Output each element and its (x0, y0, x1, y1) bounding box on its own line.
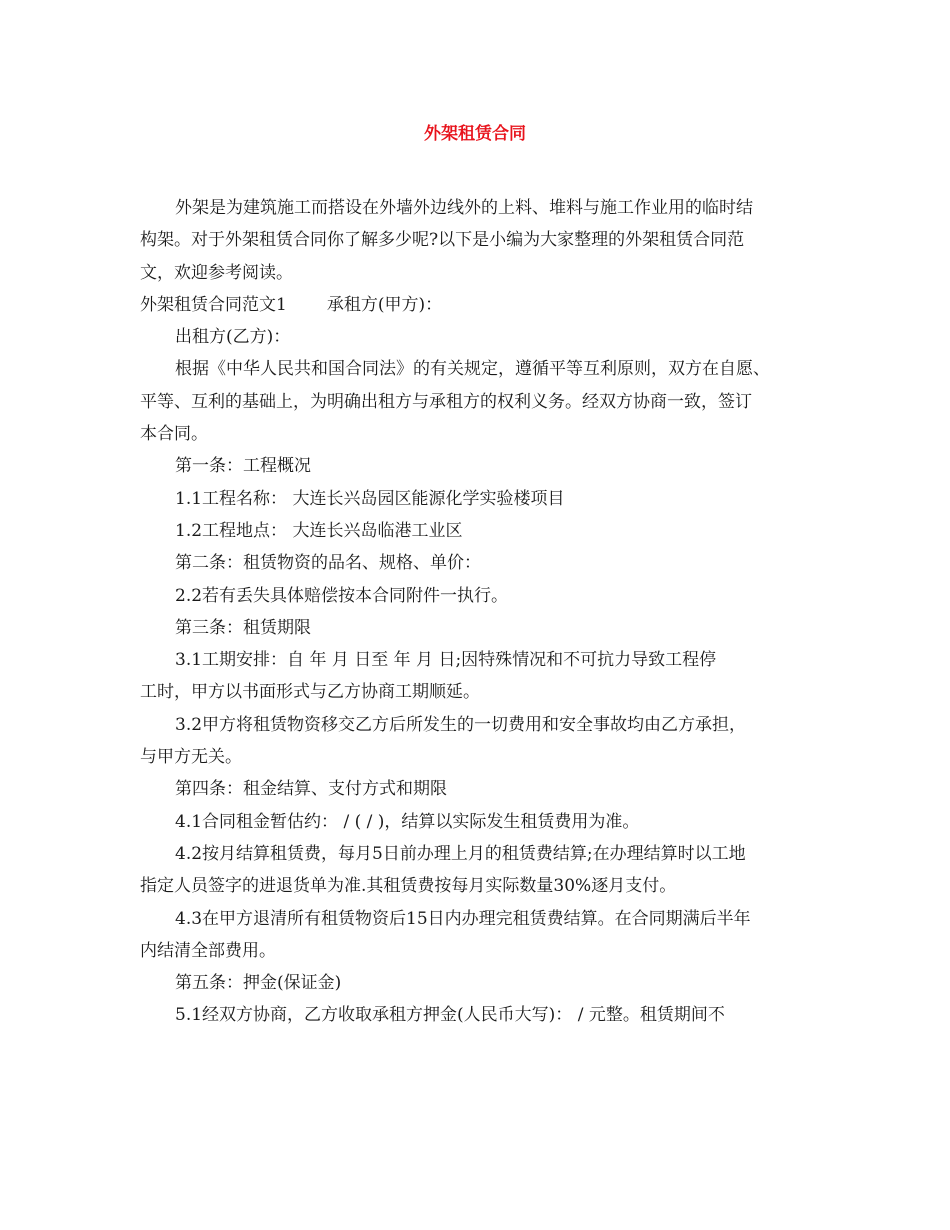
clause-line: 2.2若有丢失具体赔偿按本合同附件一执行。 (175, 585, 509, 606)
paragraph-line: 本合同。 (140, 424, 208, 445)
article-heading: 第五条：押金(保证金) (175, 973, 342, 994)
clause-line: 与甲方无关。 (140, 747, 242, 768)
clause-line: 4.1合同租金暂估约： / ( / )，结算以实际发生租赁费用为准。 (175, 811, 640, 832)
paragraph-line: 平等、互利的基础上，为明确出租方与承租方的权利义务。经双方协商一致，签订 (140, 391, 752, 412)
clause-line: 4.2按月结算租赁费，每月5日前办理上月的租赁费结算;在办理结算时以工地 (175, 843, 746, 864)
article-heading: 第二条：租赁物资的品名、规格、单价： (175, 553, 481, 574)
article-heading: 第一条：工程概况 (175, 456, 311, 477)
clause-line: 指定人员签字的进退货单为准.其租赁费按每月实际数量30%逐月支付。 (140, 876, 677, 897)
article-heading: 第四条：租金结算、支付方式和期限 (175, 779, 447, 800)
paragraph-line: 构架。对于外架租赁合同你了解多少呢?以下是小编为大家整理的外架租赁合同范 (140, 230, 745, 251)
section-heading-line (140, 289, 820, 321)
article-heading: 第三条：租赁期限 (175, 617, 311, 638)
document-body (140, 192, 820, 1032)
paragraph-line: 外架是为建筑施工而搭设在外墙外边线外的上料、堆料与施工作业用的临时结 (175, 198, 753, 218)
clause-line: 1.1工程名称： 大连长兴岛园区能源化学实验楼项目 (175, 488, 565, 509)
document-title: 外架租赁合同 (424, 124, 526, 144)
clause-line: 1.2工程地点： 大连长兴岛临港工业区 (175, 520, 463, 541)
paragraph-line: 根据《中华人民共和国合同法》的有关规定，遵循平等互利原则，双方在自愿、 (175, 359, 770, 380)
lessee-label: 承租方(甲方)： (326, 294, 443, 315)
clause-line: 4.3在甲方退清所有租赁物资后15日内办理完租赁费结算。在合同期满后半年 (175, 908, 751, 929)
clause-line: 3.2甲方将租赁物资移交乙方后所发生的一切费用和安全事故均由乙方承担， (175, 714, 747, 735)
sample-heading: 外架租赁合同范文1 (140, 294, 287, 315)
clause-line: 3.1工期安排：自 年 月 日至 年 月 日;因特殊情况和不可抗力导致工程停 (175, 650, 717, 671)
clause-line: 内结清全部费用。 (140, 940, 276, 961)
clause-line: 工时，甲方以书面形式与乙方协商工期顺延。 (140, 682, 480, 703)
lessor-label: 出租方(乙方)： (175, 327, 291, 348)
paragraph-line: 文，欢迎参考阅读。 (140, 262, 293, 283)
clause-line: 5.1经双方协商，乙方收取承租方押金(人民币大写)： / 元整。租赁期间不 (175, 1005, 725, 1026)
